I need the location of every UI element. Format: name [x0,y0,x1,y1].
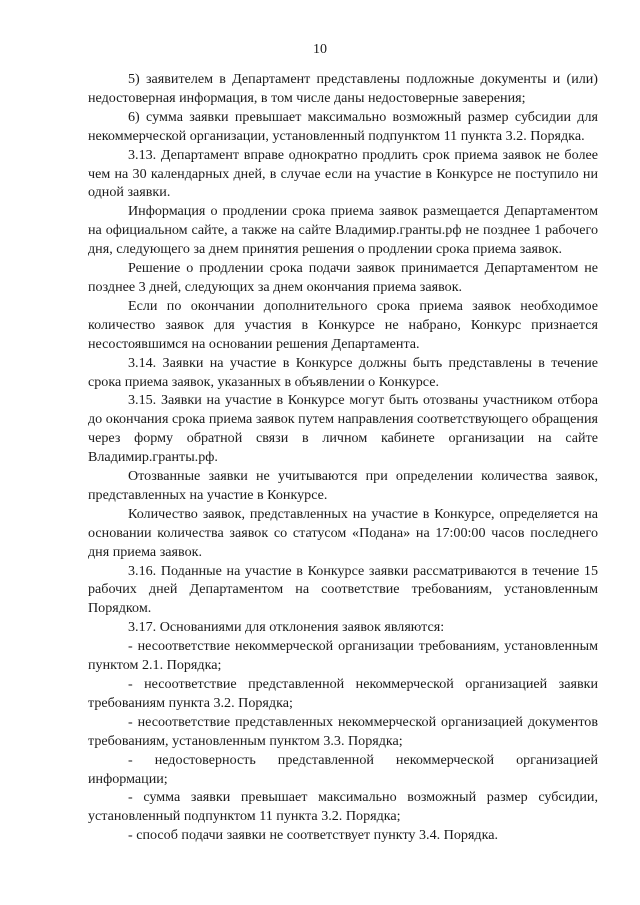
list-item-reason-6: - способ подачи заявки не соответствует пункту 3.4. Порядка. [128,827,499,844]
paragraph-3-13: 3.13. Департамент вправе однократно продлить срок приема заявок не более чем на 30 календарных дней, в случае если на участие в Конкурсе не поступило ни одной заявки. [88,146,598,201]
paragraph-contest-failed: Если по окончании дополнительного срока приема заявок необходимое количество заявок для участия в Конкурсе не набрано, Конкурс признается несостоявшимся на основании решения Департамента. [88,297,598,352]
paragraph-3-15: 3.15. Заявки на участие в Конкурсе могут быть отозваны участником отбора до окончания срока приема заявок путем направления соответствующего обращения через форму обратной связи в личном кабинете организации на сайте Владимир.гранты.рф. [88,392,598,466]
paragraph-3-17: 3.17. Основаниями для отклонения заявок являются: [128,619,445,636]
paragraph-count: Количество заявок, представленных на участие в Конкурсе, определяется на основании количества заявок со статусом «Подана» на 17:00:00 часов последнего дня приема заявок. [88,505,598,560]
paragraph-withdrawn: Отозванные заявки не учитываются при определении количества заявок, представленных на участие в Конкурсе. [88,468,598,503]
paragraph-3-14: 3.14. Заявки на участие в Конкурсе должны быть представлены в течение срока приема заявок, указанных в объявлении о Конкурсе. [88,354,598,390]
paragraph-item-6: 6) сумма заявки превышает максимально возможный размер субсидии для некоммерческой организации, установленный подпунктом 11 пункта 3.2. Порядка. [88,108,598,144]
list-item-reason-5: - сумма заявки превышает максимально возможный размер субсидии, установленный подпунктом 11 пункта 3.2. Порядка; [88,789,598,825]
list-item-reason-2: - несоответствие представленной некоммерческой организацией заявки требованиям пункта 3.2. Порядка; [88,676,598,711]
document-body [88,70,598,845]
list-item-reason-4: - недостоверность представленной некоммерческой организацией информации; [88,751,598,787]
paragraph-extension-decision: Решение о продлении срока подачи заявок принимается Департаментом не позднее 3 дней, следующих за днем окончания приема заявок. [88,260,598,295]
paragraph-item-5: 5) заявителем в Департамент представлены подложные документы и (или) недостоверная информация, в том числе даны недостоверные заверения; [88,71,598,106]
list-item-reason-3: - несоответствие представленных некоммерческой организацией документов требованиям, установленным пунктом 3.3. Порядка; [88,713,598,749]
paragraph-3-16: 3.16. Поданные на участие в Конкурсе заявки рассматриваются в течение 15 рабочих дней Департаментом на соответствие требованиям, установленным Порядком. [88,562,598,617]
paragraph-extension-info: Информация о продлении срока приема заявок размещается Департаментом на официальном сайте, а также на сайте Владимир.гранты.рф не позднее 1 рабочего дня, следующего за днем принятия решения о продлении срока приема заявок. [88,203,598,258]
list-item-reason-1: - несоответствие некоммерческой организации требованиям, установленным пунктом 2.1. Порядка; [88,638,598,674]
page-number: 10 [313,42,327,57]
